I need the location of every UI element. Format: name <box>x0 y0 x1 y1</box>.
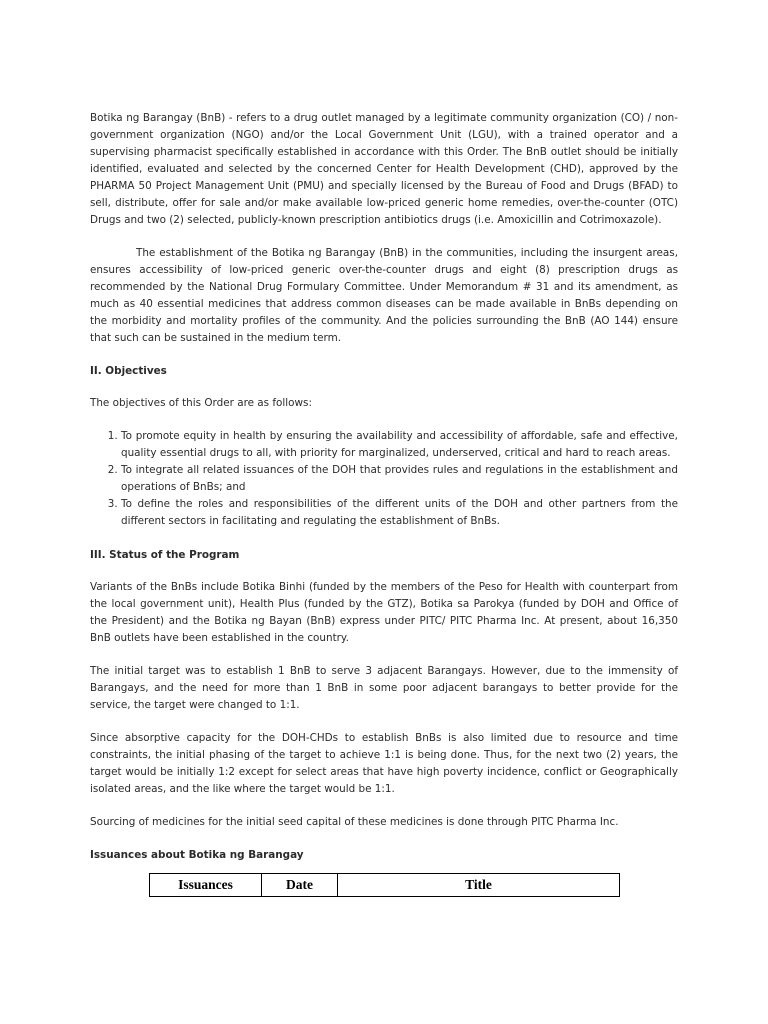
column-header-issuances: Issuances <box>150 874 262 897</box>
issuances-heading: Issuances about Botika ng Barangay <box>90 849 304 861</box>
bnb-definition-paragraph: Botika ng Barangay (BnB) - refers to a drug outlet managed by a legitimate community organization (CO) / non-government organization (NGO) and/or the Local Government Unit (LGU), with a trained operator and a supervising pharmacist specifically established in accordance with this Order. The BnB outlet should be initially identified, evaluated and selected by the concerned Center for Health Development (CHD), approved by the PHARMA 50 Project Management Unit (PMU) and specially licensed by the Bureau of Food and Drugs (BFAD) to sell, distribute, offer for sale and/or make available low-priced generic home remedies, over-the-counter (OTC) Drugs and two (2) selected, publicly-known prescription antibiotics drugs (i.e. Amoxicillin and Cotrimoxazole). <box>90 112 678 226</box>
objectives-list <box>90 428 678 530</box>
objectives-heading: II. Objectives <box>90 365 167 377</box>
column-header-title: Title <box>338 874 620 897</box>
status-sourcing-paragraph: Sourcing of medicines for the initial seed capital of these medicines is done through PITC Pharma Inc. <box>90 816 619 828</box>
status-variants-paragraph: Variants of the BnBs include Botika Binhi (funded by the members of the Peso for Health with counterpart from the local government unit), Health Plus (funded by the GTZ), Botika sa Parokya (funded by DOH and Office of the President) and the Botika ng Bayan (BnB) express under PITC/ PITC Pharma Inc. At present, about 16,350 BnB outlets have been established in the country. <box>90 581 678 644</box>
issuances-table-wrapper <box>90 873 678 897</box>
bnb-establishment-paragraph: The establishment of the Botika ng Barangay (BnB) in the communities, including the insurgent areas, ensures accessibility of low-priced generic over-the-counter drugs and eight (8) prescription drugs as recommended by the National Drug Formulary Committee. Under Memorandum # 31 and its amendment, as much as 40 essential medicines that address common diseases can be made available in BnBs depending on the morbidity and mortality profiles of the community. And the policies surrounding the BnB (AO 144) ensure that such can be sustained in the medium term. <box>90 247 678 344</box>
list-item: 3. To define the roles and responsibilities of the different units of the DOH and other partners from the different sectors in facilitating and regulating the establishment of BnBs. <box>121 496 678 530</box>
status-heading: III. Status of the Program <box>90 549 240 561</box>
column-header-date: Date <box>262 874 338 897</box>
list-item: 2. To integrate all related issuances of the DOH that provides rules and regulations in the establishment and operations of BnBs; and <box>121 462 678 496</box>
status-capacity-paragraph: Since absorptive capacity for the DOH-CHDs to establish BnBs is also limited due to resource and time constraints, the initial phasing of the target to achieve 1:1 is being done. Thus, for the next two (2) years, the target would be initially 1:2 except for select areas that have high poverty incidence, conflict or Geographically isolated areas, and the like where the target would be 1:1. <box>90 732 678 795</box>
list-item: 1. To promote equity in health by ensuring the availability and accessibility of affordable, safe and effective, quality essential drugs to all, with priority for marginalized, underserved, critical and hard to reach areas. <box>121 428 678 462</box>
status-target-paragraph: The initial target was to establish 1 BnB to serve 3 adjacent Barangays. However, due to the immensity of Barangays, and the need for more than 1 BnB in some poor adjacent barangays to better provide for the service, the target were changed to 1:1. <box>90 665 678 711</box>
objectives-lead: The objectives of this Order are as follows: <box>90 397 312 409</box>
table-header-row <box>150 874 620 897</box>
issuances-table <box>149 873 620 897</box>
